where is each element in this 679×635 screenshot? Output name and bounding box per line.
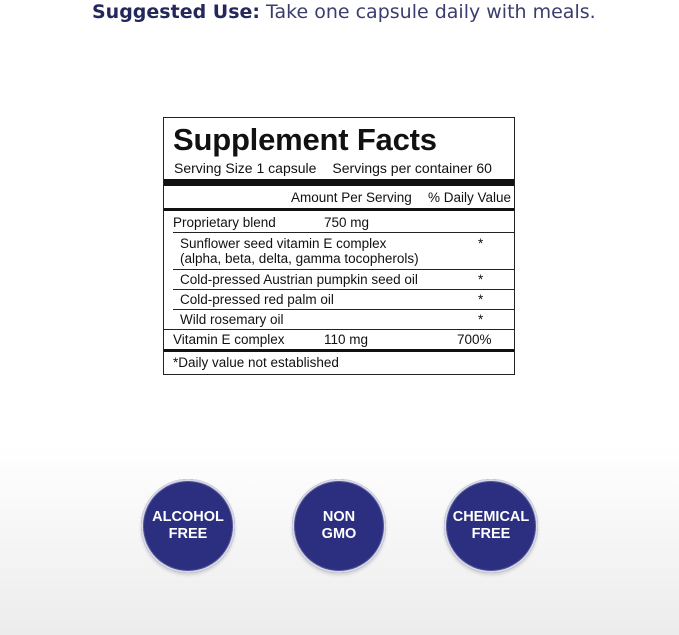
servings-per-container: Servings per container 60 [332,160,492,176]
suggested-use [92,0,672,24]
ingredient-name: Sunflower seed vitamin E complex [180,236,387,251]
supplement-facts-title: Supplement Facts [173,122,437,157]
badge-line1: ALCOHOL [152,509,224,525]
ingredient-name-detail: (alpha, beta, delta, gamma tocopherols) [180,251,419,266]
serving-size: Serving Size 1 capsule [174,160,317,176]
row-divider [164,329,514,330]
ingredient-amount: 110 mg [324,332,369,347]
row-divider [173,309,514,310]
serving-info [174,160,492,176]
ingredient-name: Vitamin E complex [173,332,285,347]
badge-line2: FREE [168,526,208,542]
badge-line1: CHEMICAL [452,509,530,525]
row-divider [173,269,514,270]
bottom-divider [164,349,514,352]
suggested-use-text: Take one capsule daily with meals. [260,1,596,23]
ingredient-daily-value: * [478,272,484,287]
row-divider [173,232,514,233]
ingredient-daily-value: 700% [457,332,492,347]
ingredient-name: Wild rosemary oil [180,312,284,327]
ingredient-daily-value: * [478,236,484,251]
badge-line2: FREE [471,526,511,542]
thick-divider [164,179,514,186]
daily-value-header: % Daily Value [428,190,512,205]
amount-per-serving-header: Amount Per Serving [291,190,412,205]
row-divider [173,289,514,290]
badge-line2: GMO [321,526,357,542]
ingredient-daily-value: * [478,292,484,307]
ingredient-daily-value: * [478,312,484,327]
supplement-facts-panel [163,117,515,375]
badge-line1: NON [322,509,356,525]
header-divider [164,208,514,211]
ingredient-name: Proprietary blend [173,215,276,230]
suggested-use-label: Suggested Use: [92,1,261,23]
alcohol-free-badge [141,479,235,573]
ingredient-name: Cold-pressed red palm oil [180,292,334,307]
non-gmo-badge [292,479,386,573]
chemical-free-badge [444,479,538,573]
footnote: *Daily value not established [173,355,339,370]
ingredient-name: Cold-pressed Austrian pumpkin seed oil [180,272,418,287]
ingredient-amount: 750 mg [324,215,370,230]
